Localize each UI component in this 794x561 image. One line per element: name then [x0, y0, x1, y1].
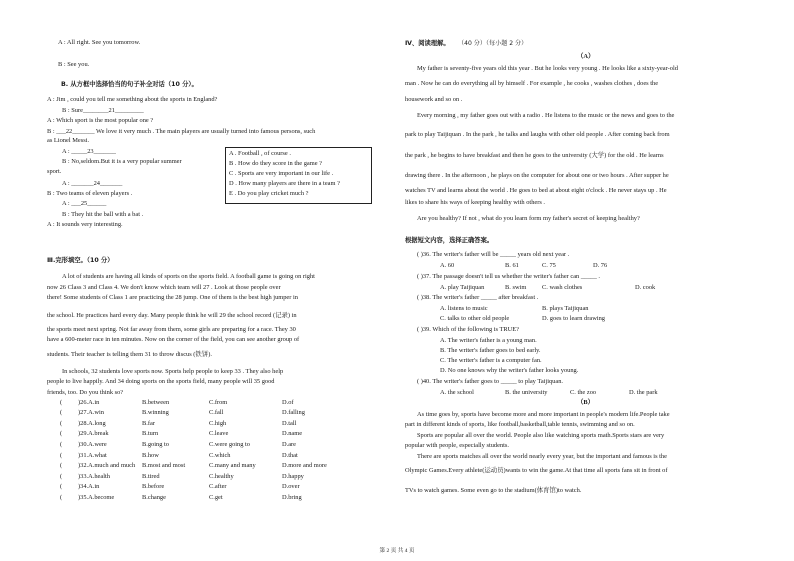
option: A. the school: [440, 389, 474, 396]
choice-paren: (: [60, 452, 63, 459]
option: B. swim: [505, 284, 527, 291]
choice-c: C.many and many: [209, 462, 256, 469]
option: D. No one knows why the writer's father looks young.: [440, 367, 579, 374]
question-37: ( )37. The passage doesn't tell us whether the writer's father can _____ .: [417, 273, 601, 280]
dialog-end-line: B : See you.: [58, 61, 90, 68]
choice-b: B.change: [142, 494, 166, 501]
choice-a: )27.A.win: [78, 409, 104, 416]
choice-d: D.happy: [282, 473, 304, 480]
page-footer: 第 2 页 共 4 页: [379, 548, 415, 554]
passage-a-line: housework and so on .: [405, 96, 463, 103]
cloze-line: now 26 Class 3 and Class 4. We don't know which team will 27 . Look at those people over: [47, 284, 281, 291]
dialog-line: A : Jim , could you tell me something about the sports in England?: [47, 96, 218, 103]
passage-b-line: Sports are popular all over the world. People also like watching sports math.Sports stars are very: [417, 432, 665, 439]
choice-paren: (: [60, 441, 63, 448]
choice-a: )29.A.break: [78, 430, 109, 437]
dialog-line: B : Two teams of eleven players .: [47, 190, 133, 197]
choice-c: C.were going to: [209, 441, 250, 448]
box-option: D . How many players are there in a team ?: [229, 180, 340, 187]
choice-c: C.which: [209, 452, 231, 459]
choice-b: B.between: [142, 399, 170, 406]
cloze-line: the school. He practices hard every day. Many people think he will 29 the school record (记录) in: [47, 312, 297, 319]
passage-a-line: park to play Taijiquan . In the park , he talks and laughs with other old people . After coming back from: [405, 131, 670, 138]
choice-paren: (: [60, 399, 63, 406]
choice-c: C.leave: [209, 430, 229, 437]
option: B. plays Taijiquan: [542, 305, 589, 312]
choice-c: C.after: [209, 483, 227, 490]
choice-c: C.high: [209, 420, 227, 427]
choice-paren: (: [60, 494, 63, 501]
box-option: B . How do they score in the game ?: [229, 160, 322, 167]
dialog-line: A : _____23_______: [62, 148, 116, 155]
choice-a: )31.A.what: [78, 452, 107, 459]
option: A. The writer's father is a young man.: [440, 337, 537, 344]
option: B. The writer's father goes to bed early.: [440, 347, 541, 354]
passage-a-line: man . Now he can do everything all by himself . For example , he cooks , washes clothes , does the: [405, 80, 659, 87]
dialog-end-line: A : All right. See you tomorrow.: [58, 39, 141, 46]
choice-d: D.falling: [282, 409, 305, 416]
option: C. 75: [542, 262, 556, 269]
choice-d: D.tall: [282, 420, 297, 427]
dialog-line: A : Which sport is the most popular one ?: [47, 117, 154, 124]
option: D. 76: [593, 262, 608, 269]
passage-b-line: popular with people, especially students.: [405, 442, 510, 449]
passage-a-line: the park , he begins to have breakfast and then he goes to the university (大学) for the old . He learns: [405, 152, 664, 159]
box-option: E . Do you play cricket much ?: [229, 190, 309, 197]
choice-paren: (: [60, 462, 63, 469]
choice-c: C.healthy: [209, 473, 234, 480]
choice-c: C.get: [209, 494, 223, 501]
option: A. 60: [440, 262, 455, 269]
box-option: A . Football , of course .: [229, 150, 291, 157]
choice-c: C.from: [209, 399, 228, 406]
section-4-title: Ⅳ、阅读理解。: [405, 40, 450, 47]
dialog-line: A : ___25______: [62, 200, 107, 207]
cloze-line: there! Some students of Class 1 are practicing the 28 jump. One of them is the best high jumper in: [47, 294, 298, 301]
option: B. the university: [505, 389, 548, 396]
passage-b-line: There are sports matches all over the world nearly every year, but the important and famous is the: [417, 453, 667, 460]
dialog-line: B : They hit the ball with a bat .: [62, 211, 144, 218]
dialog-line: A : It sounds very interesting.: [47, 221, 123, 228]
dialog-line: B : No,seldom.But it is a very popular summer: [62, 158, 182, 165]
question-40: ( )40. The writer's father goes to _____ to play Taijiquan.: [417, 378, 563, 385]
choice-d: D.name: [282, 430, 303, 437]
choice-d: D.of: [282, 399, 294, 406]
passage-b-label: （B）: [577, 399, 595, 406]
choice-d: D.over: [282, 483, 300, 490]
option: D. goes to learn drawing: [542, 315, 606, 322]
choice-b: B.turn: [142, 430, 159, 437]
section-3-title: Ⅲ.完形填空。（10 分）: [47, 257, 114, 264]
passage-a-line: My father is seventy-five years old this year . But he looks very young . He looks like a sixty-year-old: [417, 65, 678, 72]
section-4-note: （40 分）（每小题 2 分）: [458, 40, 528, 47]
option: C. wash clothes: [542, 284, 583, 291]
section-b-title: B. 从方框中选择恰当的句子补全对话（10 分）。: [61, 81, 198, 88]
choice-b: B.most and most: [142, 462, 186, 469]
option: C. talks to other old people: [440, 315, 510, 322]
choice-d: D.more and more: [282, 462, 327, 469]
option: C. the zoo: [570, 389, 597, 396]
passage-a-line: watches TV and learns about the world . He goes to bed at about eight o'clock . He never stays up . He: [405, 187, 667, 194]
question-36: ( )36. The writer's father will be _____ years old next year .: [417, 251, 570, 258]
dialog-line: B : Sure________21_________: [62, 107, 144, 114]
dialog-line: as Lionel Messi.: [47, 137, 90, 144]
cloze-line: In schools, 32 students love sports now. Sports help people to keep 33 . They also help: [62, 368, 284, 375]
choice-a: )34.A.in: [78, 483, 100, 490]
cloze-line: A lot of students are having all kinds of sports on the sports field. A football game is going on right: [62, 273, 315, 280]
choice-a: )35.A.become: [78, 494, 115, 501]
passage-b-line: TVs to watch games. Some even go to the stadium(体育馆)to watch.: [405, 487, 582, 494]
option: D. the park: [629, 389, 658, 396]
option: C. The writer's father is a computer fan.: [440, 357, 542, 364]
choice-paren: (: [60, 420, 63, 427]
option: A. play Taijiquan: [440, 284, 485, 291]
option: B. 61: [505, 262, 519, 269]
choice-paren: (: [60, 409, 63, 416]
choice-b: B.winning: [142, 409, 169, 416]
choice-a: )26.A.in: [78, 399, 100, 406]
passage-a-line: likes to share his ways of keeping healthy with others .: [405, 199, 546, 206]
passage-b-line: part in different kinds of sports, like football,basketball,table tennis, swimming and so on.: [405, 421, 635, 428]
passage-b-line: Olympic Games.Every athlete(运动员)wants to win the game.At that time all sports fans sit in front of: [405, 467, 668, 474]
options-box: [225, 147, 372, 204]
choice-d: D.bring: [282, 494, 302, 501]
passage-a-label: （A）: [577, 53, 595, 60]
cloze-line: have a 600-meter race in ten minutes. Now on the corner of the field, you can see another group of: [47, 336, 300, 343]
passage-b-line: As time goes by, sports have become more and more important in people's modern life.People take: [417, 411, 670, 418]
passage-a-line: Are you healthy? If not , what do you learn form my father's secret of keeping healthy?: [417, 215, 640, 222]
choice-paren: (: [60, 473, 63, 480]
choice-d: D.are: [282, 441, 297, 448]
choice-paren: (: [60, 430, 63, 437]
choice-a: )33.A.health: [78, 473, 110, 480]
dialog-line: A : _______24_______: [62, 180, 123, 187]
passage-a-line: drawing there . In the afternoon , he plays on the computer for about one or two hours . After supper he: [405, 172, 669, 179]
choice-b: B.tired: [142, 473, 160, 480]
questions-title: 根据短文内容，选择正确答案。: [405, 237, 494, 244]
choice-b: B.far: [142, 420, 155, 427]
choice-b: B.how: [142, 452, 159, 459]
choice-b: B.before: [142, 483, 165, 490]
choice-a: )30.A.were: [78, 441, 107, 448]
option: D. cook: [635, 284, 656, 291]
option: A. listens to music: [440, 305, 488, 312]
cloze-line: the sports meet next spring. Not far away from them, some girls are preparing for a race. They 30: [47, 326, 296, 333]
choice-a: )28.A.long: [78, 420, 106, 427]
cloze-line: friends, too. Do you think so?: [47, 389, 124, 396]
box-option: C . Sports are very important in our life .: [229, 170, 334, 177]
choice-a: )32.A.much and much: [78, 462, 136, 469]
choice-b: B.going to: [142, 441, 169, 448]
dialog-line: sport.: [47, 168, 62, 175]
choice-d: D.that: [282, 452, 298, 459]
choice-paren: (: [60, 483, 63, 490]
question-39: ( )39. Which of the following is TRUE?: [417, 326, 519, 333]
passage-a-line: Every morning , my father goes out with a radio . He listens to the music or the news and goes to the: [417, 112, 675, 119]
choice-c: C.fall: [209, 409, 224, 416]
cloze-line: people to live happily. And 34 doing sports on the sports field, many people will 35 good: [47, 378, 275, 385]
question-38: ( )38. The writer's father _____ after breakfast .: [417, 294, 539, 301]
dialog-line: B : ___22_______ We love it very much . The main players are usually turned into famous persons, such: [47, 128, 316, 135]
cloze-line: students. Their teacher is telling them 31 to throw discus (铁饼).: [47, 351, 212, 358]
